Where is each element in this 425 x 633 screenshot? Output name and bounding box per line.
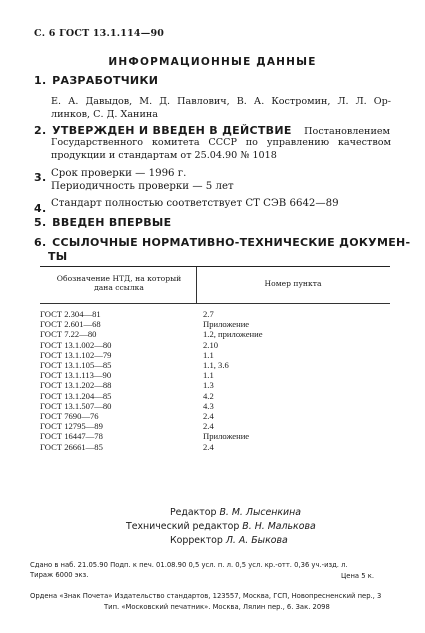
credit-name: Л. А. Быкова: [225, 535, 288, 546]
table-row-item: 4.3: [203, 400, 214, 411]
table-row-doc: ГОСТ 13.1.002—80: [40, 339, 112, 350]
section-number: 3.: [34, 171, 47, 184]
section-1-heading: [34, 74, 158, 87]
imprint-line-1: Сдано в наб. 21.05.90 Подп. к печ. 01.08.90 0,5 усл. п. л. 0,5 усл. кр.-отт. 0,36 уч.-изд. л.: [30, 561, 348, 569]
table-col-items: [203, 309, 263, 452]
body-line: Периодичность проверки — 5 лет: [51, 181, 234, 192]
body-line: продукции и стандартам от 25.04.90 № 1018: [51, 149, 277, 161]
section-6-heading-cont: ТЫ: [48, 250, 68, 263]
table-row-doc: ГОСТ 13.1.202—88: [40, 380, 112, 391]
table-row-doc: ГОСТ 7.22—80: [40, 329, 97, 340]
table-row-item: 1.1, 3.6: [203, 360, 229, 371]
table-row-item: 1.3: [203, 380, 214, 391]
credit-proofreader: [170, 535, 288, 546]
table-col1-header: [44, 274, 194, 292]
body-inline: Постановлением: [304, 126, 390, 137]
body-line: линков, С. Д. Ханина: [51, 108, 158, 120]
imprint-line-2: Тираж 6000 экз.: [30, 571, 89, 579]
section-number: 1.: [34, 74, 47, 87]
table-row-doc: ГОСТ 13.1.105—85: [40, 360, 112, 371]
table-row-item: 2.4: [203, 421, 214, 432]
section-2-body: [51, 137, 391, 162]
table-row-item: 1.1: [203, 349, 214, 360]
table-col-docs: [40, 309, 111, 452]
credit-name: В. Н. Малькова: [242, 521, 316, 532]
section-4: [34, 197, 48, 216]
body-line: Е. А. Давыдов, М. Д. Павлович, В. А. Костромин, Л. Л. Ор-: [51, 96, 391, 107]
table-row-item: 4.2: [203, 390, 214, 401]
table-row-doc: ГОСТ 13.1.102—79: [40, 349, 112, 360]
table-row-doc: ГОСТ 2.304—81: [40, 309, 101, 319]
table-top-rule: [40, 266, 390, 267]
credit-tech-editor: [126, 521, 316, 532]
credit-role: Редактор: [170, 507, 217, 518]
section-title: ВВЕДЕН ВПЕРВЫЕ: [52, 216, 172, 229]
section-title: ССЫЛОЧНЫЕ НОРМАТИВНО-ТЕХНИЧЕСКИЕ ДОКУМЕН-: [52, 236, 411, 249]
body-line: Государственного комитета СССР по управлению качеством: [51, 137, 391, 148]
table-row-item: 2.4: [203, 441, 214, 452]
section-number: 6.: [34, 236, 47, 249]
table-row-doc: ГОСТ 2.601—68: [40, 319, 101, 330]
page-header: С. 6 ГОСТ 13.1.114—90: [34, 28, 165, 39]
table-row-doc: ГОСТ 13.1.113—90: [40, 370, 112, 381]
table-row-item: Приложение: [203, 319, 250, 330]
table-row-item: 2.4: [203, 411, 214, 422]
section-6-heading: [34, 236, 410, 249]
section-number: 5.: [34, 216, 47, 229]
credit-editor: [170, 507, 301, 518]
table-row-doc: ГОСТ 26661—85: [40, 441, 103, 452]
body-line: Срок проверки — 1996 г.: [51, 168, 187, 179]
table-row-item: 1.2, приложение: [203, 329, 263, 340]
section-4-body: Стандарт полностью соответствует СТ СЭВ 6642—89: [51, 198, 339, 209]
table-row-doc: ГОСТ 13.1.507—80: [40, 400, 112, 411]
section-title: РАЗРАБОТЧИКИ: [52, 74, 159, 87]
imprint-line-3: Ордена «Знак Почета» Издательство стандартов, 123557, Москва, ГСП, Новопресненский пер., 3: [30, 592, 382, 600]
imprint-price: Цена 5 к.: [341, 572, 374, 580]
section-number: 2.: [34, 124, 47, 137]
table-row-item: 1.1: [203, 370, 214, 381]
table-row-doc: ГОСТ 13.1.204—85: [40, 390, 112, 401]
imprint-line-4: Тип. «Московский печатник». Москва, Лялин пер., 6. Зак. 2098: [104, 603, 330, 611]
table-header-rule: [40, 303, 390, 304]
credit-name: В. М. Лысенкина: [219, 507, 302, 518]
section-1-body: [51, 96, 391, 121]
section-3: [34, 166, 48, 185]
table-row-item: 2.7: [203, 309, 214, 319]
header-line: дана ссылка: [94, 283, 144, 292]
table-col2-header: Номер пункта: [264, 279, 322, 288]
table-row-item: 2.10: [203, 339, 219, 350]
page-title: ИНФОРМАЦИОННЫЕ ДАННЫЕ: [108, 56, 317, 68]
credit-role: Корректор: [170, 535, 223, 546]
table-header-divider: [196, 267, 197, 303]
table-row-item: Приложение: [203, 431, 250, 442]
table-row-doc: ГОСТ 7690—76: [40, 411, 99, 422]
section-title: УТВЕРЖДЕН И ВВЕДЕН В ДЕЙСТВИЕ: [52, 124, 292, 137]
section-number: 4.: [34, 202, 47, 215]
table-row-doc: ГОСТ 16447—78: [40, 431, 103, 442]
header-line: Обозначение НТД, на который: [56, 274, 182, 283]
credit-role: Технический редактор: [126, 521, 240, 532]
section-3-body: [51, 167, 234, 193]
table-row-doc: ГОСТ 12795—89: [40, 421, 103, 432]
section-5-heading: [34, 216, 171, 229]
